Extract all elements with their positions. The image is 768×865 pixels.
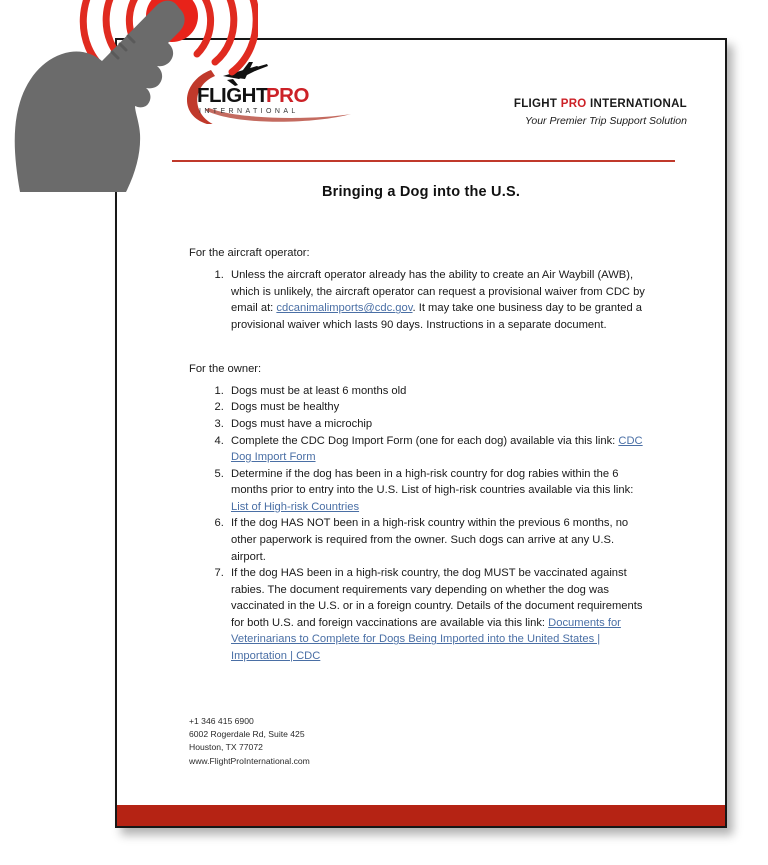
owner-item-link[interactable]: CDC Dog Import Form	[231, 434, 643, 464]
owner-item	[227, 433, 647, 466]
header-company-block	[514, 98, 687, 127]
owner-item-text: Complete the CDC Dog Import Form (one for each dog) available via this link:	[231, 434, 619, 447]
flight-pro-logo	[165, 52, 365, 124]
document-header	[117, 40, 725, 152]
owner-item	[227, 383, 647, 400]
document-footer	[189, 715, 310, 768]
footer-city: Houston, TX 77072	[189, 742, 263, 753]
footer-website: www.FlightProInternational.com	[189, 755, 310, 766]
owner-item-link[interactable]: List of High-risk Countries	[231, 500, 360, 513]
header-company-name-part2: INTERNATIONAL	[586, 98, 687, 110]
footer-phone: +1 346 415 6900	[189, 715, 254, 726]
operator-item-link[interactable]: cdcanimalimports@cdc.gov	[276, 302, 413, 315]
logo-word-flight: FLIGHT	[197, 84, 269, 107]
logo-word-pro: PRO	[266, 84, 309, 107]
operator-item-text: Unless the aircraft operator already has the ability to create an Air Waybill (AWB), which is unlikely, the aircraft operator can request a provisional waiver from CDC by email at:	[231, 269, 645, 315]
owner-item-text: Dogs must be at least 6 months old	[231, 384, 407, 397]
section-owner-lead: For the owner:	[189, 362, 262, 375]
section-operator-lead: For the aircraft operator:	[189, 247, 310, 259]
document-page	[115, 38, 727, 828]
header-company-name-part1: FLIGHT	[513, 98, 561, 110]
tap-dot-icon	[146, 0, 198, 42]
jet-silhouette-icon	[223, 62, 268, 86]
operator-item	[227, 267, 647, 333]
header-tagline: Your Premier Trip Support Solution	[524, 114, 687, 127]
header-company-name	[514, 98, 687, 112]
owner-item-text: Dogs must be healthy	[231, 401, 340, 414]
owner-item-text: If the dog HAS NOT been in a high-risk country within the previous 6 months, no other paperwork is required from the owner. Such dogs can arrive at any U.S. airport.	[231, 517, 629, 563]
header-divider-rule	[172, 160, 675, 162]
owner-item	[227, 416, 647, 433]
owner-item	[227, 515, 647, 565]
footer-street: 6002 Rogerdale Rd, Suite 425	[189, 729, 305, 740]
logo-svg	[165, 52, 365, 124]
owner-item	[227, 399, 647, 416]
page-title: Bringing a Dog into the U.S.	[321, 184, 521, 200]
owner-item-link[interactable]: Documents for Veterinarians to Complete for Dogs Being Imported into the United States | Importation | CDC	[231, 616, 621, 663]
operator-item-text-tail: . It may take one business day to be granted a provisional waiver which lasts 90 days. Instructions in a separate document.	[231, 302, 643, 331]
owner-item-text: Determine if the dog has been in a high-risk country for dog rabies within the 6 months prior to entry into the U.S. List of high-risk countries available via this link:	[231, 467, 634, 497]
section-spacer	[117, 335, 725, 361]
document-body	[117, 245, 725, 665]
owner-item-text: Dogs must have a microchip	[231, 417, 373, 430]
footer-red-bar	[117, 805, 725, 826]
owner-item	[227, 466, 647, 516]
owner-list	[227, 383, 647, 665]
owner-item-text: If the dog HAS been in a high-risk country, the dog MUST be vaccinated against rabies. The document requirements vary depending on whether the dog was vaccinated in the U.S. or in a foreign country. Details of the document requirements for both U.S. and foreign vaccinations are available via this link:	[231, 567, 643, 629]
operator-list	[227, 267, 647, 333]
header-company-name-accent: PRO	[560, 98, 587, 110]
owner-item	[227, 565, 647, 664]
logo-word-international: INTERNATIONAL	[199, 108, 299, 115]
